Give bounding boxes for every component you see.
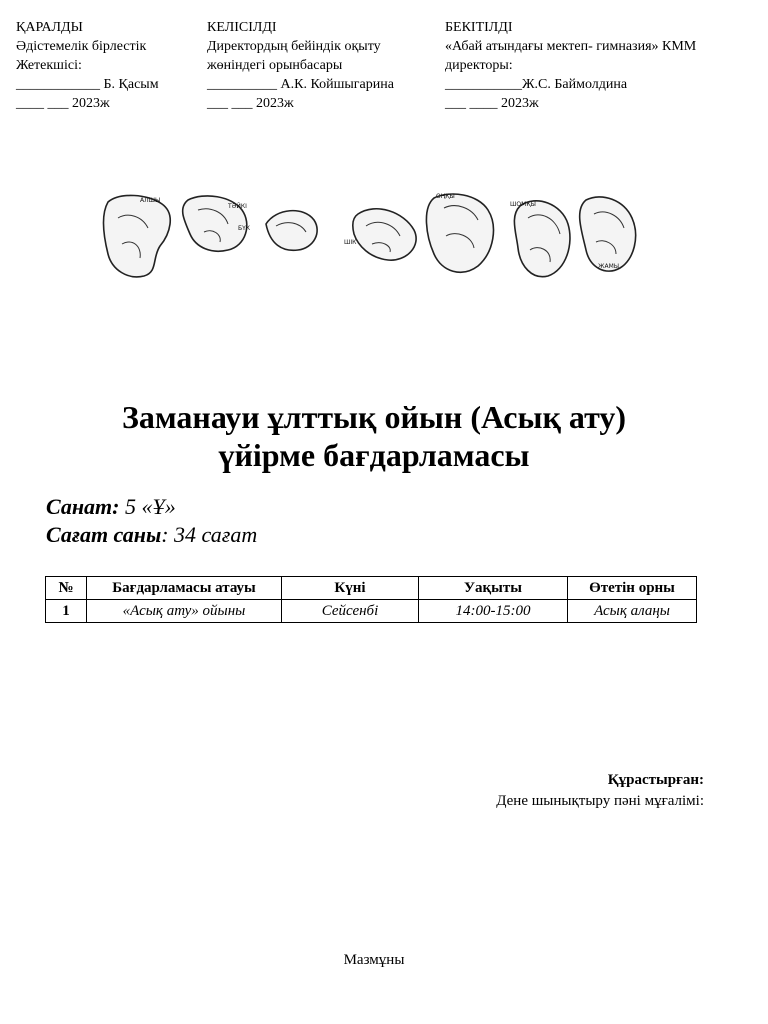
hours-line [46, 522, 257, 548]
table-cell: Асық алаңы [568, 600, 697, 623]
title-line: Заманауи ұлттық ойын (Асық ату) [121, 399, 627, 435]
approval-signature: __________ А.К. Койшыгарина [207, 77, 394, 92]
approval-date: ____ ___ 2023ж [16, 96, 110, 111]
hours-label: Сағат саны [46, 522, 162, 547]
column-header: Уақыты [419, 577, 568, 600]
schedule-table [45, 576, 697, 623]
category-line [46, 494, 176, 520]
bone-label: ЖАМЫ [598, 263, 620, 270]
approval-signature: ____________ Б. Қасым [16, 77, 159, 92]
bone-shape [580, 197, 636, 271]
bone-shape [426, 194, 493, 272]
table-cell: «Асық ату» ойыны [87, 600, 282, 623]
document-title [0, 398, 748, 474]
column-header: № [46, 577, 87, 600]
bone-shape [103, 195, 170, 276]
bone-label: ШОМҚЫ [510, 201, 536, 208]
bone-label: АЛШЫ [140, 197, 161, 204]
approval-line: Директордың бейіндік оқыту [207, 39, 381, 54]
bone-shape [514, 201, 570, 277]
bone-label: ОҢҚЫ [436, 193, 455, 200]
bone-label: ШІК [344, 239, 357, 246]
column-header: Күні [282, 577, 419, 600]
compiler-block [496, 770, 704, 812]
table-cell: 1 [46, 600, 87, 623]
table-cell: Сейсенбі [282, 600, 419, 623]
approval-line: директоры: [445, 58, 513, 73]
bone-shape [266, 211, 317, 251]
approval-title: КЕЛІСІЛДІ [207, 20, 277, 35]
approval-title: БЕКІТІЛДІ [445, 20, 513, 35]
bone-label: БҮК [238, 225, 251, 232]
bone-shape [353, 209, 416, 260]
category-value: 5 «Ұ» [119, 494, 176, 519]
table-header-row [46, 577, 697, 600]
approval-signature: ___________Ж.С. Баймолдина [445, 77, 628, 92]
approval-date: ___ ____ 2023ж [445, 96, 539, 111]
column-header: Өтетін орны [568, 577, 697, 600]
approval-block-agreed [207, 18, 394, 113]
toc-heading: Мазмұны [343, 952, 405, 968]
approval-line: жөніндегі орынбасары [207, 58, 343, 73]
column-header: Бағдарламасы атауы [87, 577, 282, 600]
compiler-label: Құрастырған: [607, 772, 704, 788]
bone-label: ТӘЙКІ [228, 203, 247, 210]
table-row [46, 600, 697, 623]
asyk-bones-illustration [100, 188, 652, 288]
approval-line: Әдістемелік бірлестік [16, 39, 147, 54]
approval-line: Жетекшісі: [16, 58, 82, 73]
category-label: Санат: [46, 494, 120, 519]
approval-date: ___ ___ 2023ж [207, 96, 294, 111]
title-line: үйірме бағдарламасы [218, 437, 530, 473]
approval-block-considered [16, 18, 159, 113]
compiler-role: Дене шынықтыру пәні мұғалімі: [496, 793, 704, 809]
approval-block-approved [445, 18, 696, 113]
table-cell: 14:00-15:00 [419, 600, 568, 623]
hours-value: : 34 сағат [161, 522, 258, 547]
approval-title: ҚАРАЛДЫ [16, 20, 83, 35]
approval-line: «Абай атындағы мектеп- гимназия» КММ [445, 39, 697, 54]
